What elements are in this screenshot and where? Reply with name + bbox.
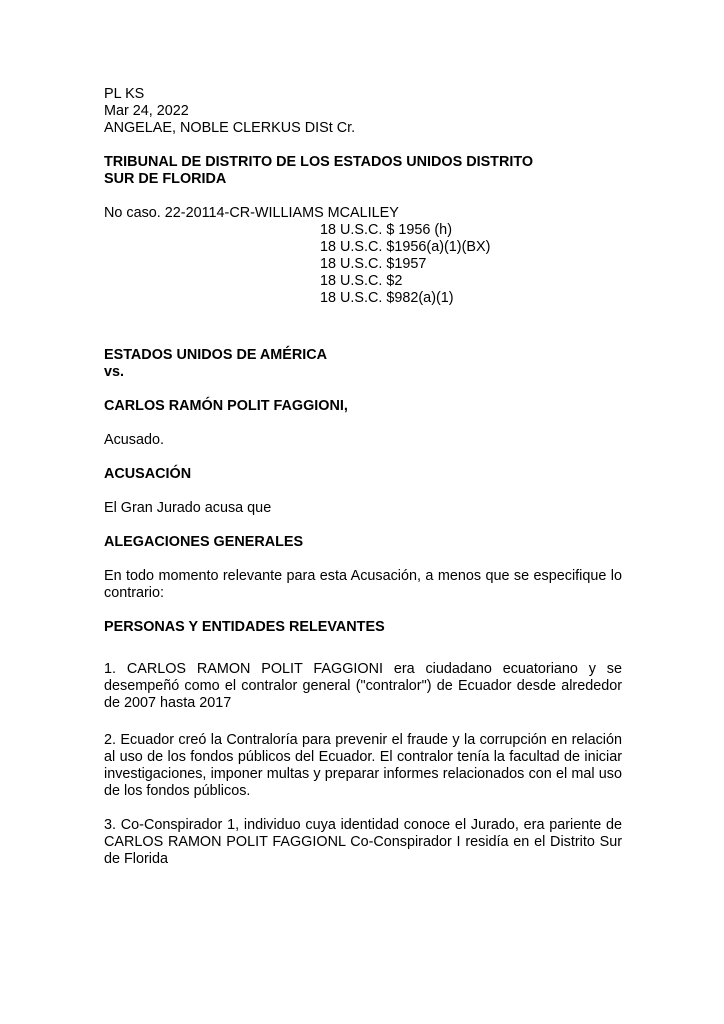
court-title-line-2: SUR DE FLORIDA [104, 171, 227, 187]
statute-item: 18 U.S.C. $2 [320, 273, 403, 289]
stamp-line-initials: PL KS [104, 86, 145, 102]
case-number: No caso. 22-20114-CR-WILLIAMS MCALILEY [104, 205, 399, 221]
defendant-name: CARLOS RAMÓN POLIT FAGGIONI, [104, 398, 348, 414]
caption-plaintiff-block [104, 347, 622, 381]
paragraph-3: 3. Co-Conspirador 1, individuo cuya identidad conoce el Jurado, era pariente de CARLOS RAMON POLIT FAGGIONL Co-Conspirador I residía en el Distrito Sur de Florida [104, 817, 622, 867]
versus-label: vs. [104, 364, 125, 380]
document-content [104, 86, 622, 868]
statute-list [104, 222, 622, 307]
court-title [104, 154, 622, 188]
general-allegations-intro: En todo momento relevante para esta Acusación, a menos que se especifique lo contrario: [104, 568, 622, 601]
statute-item: 18 U.S.C. $1957 [320, 256, 427, 272]
court-title-line-1: TRIBUNAL DE DISTRITO DE LOS ESTADOS UNIDOS DISTRITO [104, 154, 534, 170]
statute-item: 18 U.S.C. $1956(a)(1)(BX) [320, 239, 491, 255]
indictment-heading: ACUSACIÓN [104, 466, 192, 482]
grand-jury-line: El Gran Jurado acusa que [104, 500, 272, 516]
general-allegations-heading: ALEGACIONES GENERALES [104, 534, 304, 550]
stamp-line-clerk: ANGELAE, NOBLE CLERKUS DISt Cr. [104, 120, 356, 136]
stamp-line-date: Mar 24, 2022 [104, 103, 189, 119]
defendant-role: Acusado. [104, 432, 165, 448]
paragraph-2: 2. Ecuador creó la Contraloría para prevenir el fraude y la corrupción en relación al uso de los fondos públicos del Ecuador. El contralor tenía la facultad de iniciar investigaciones, imponer multas y preparar informes relacionados con el mal uso de los fondos públicos. [104, 732, 622, 799]
paragraph-1: 1. CARLOS RAMON POLIT FAGGIONI era ciudadano ecuatoriano y se desempeñó como el contralor general ("contralor") de Ecuador desde alrededor de 2007 hasta 2017 [104, 661, 622, 711]
persons-entities-heading: PERSONAS Y ENTIDADES RELEVANTES [104, 619, 385, 635]
plaintiff-name: ESTADOS UNIDOS DE AMÉRICA [104, 347, 328, 363]
statute-item: 18 U.S.C. $982(a)(1) [320, 290, 454, 306]
filing-stamp [104, 86, 622, 137]
statute-item: 18 U.S.C. $ 1956 (h) [320, 222, 452, 238]
